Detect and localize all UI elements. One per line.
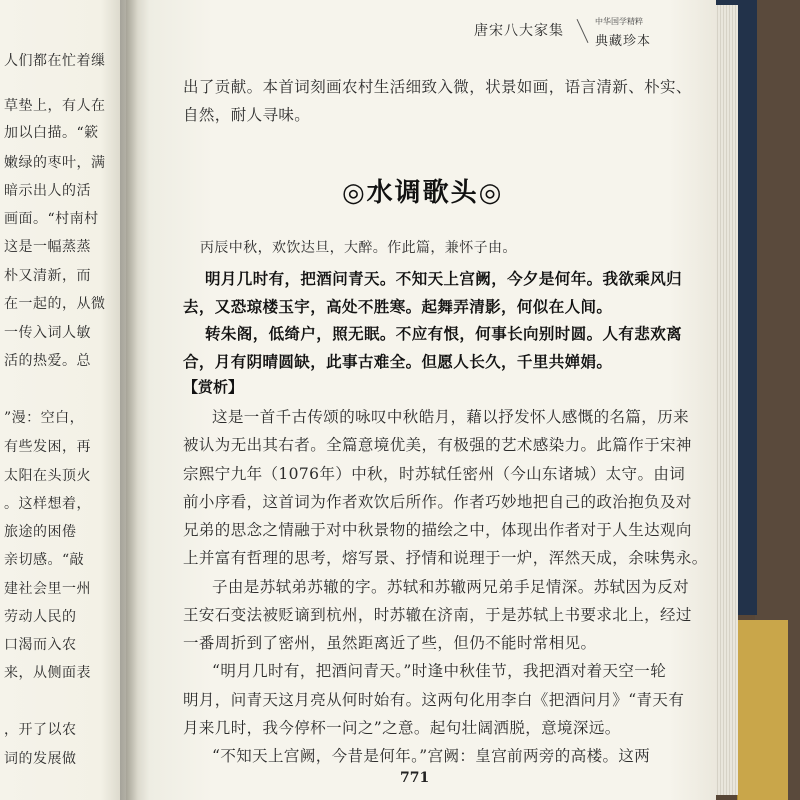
analysis-line: 宗熙宁九年（1076年）中秋，时苏轼任密州（今山东诸城）太守。由词 bbox=[183, 465, 686, 483]
poem-line: 合，月有阴晴圆缺，此事古难全。但愿人长久，千里共婵娟。 bbox=[183, 352, 613, 371]
left-line: 建社会里一州 bbox=[4, 581, 91, 597]
analysis-line: 被认为无出其右者。全篇意境优美，有极强的艺术感染力。此篇作于宋神 bbox=[183, 436, 692, 454]
poem-line: 转朱阁，低绮户，照无眠。不应有恨，何事长向别时圆。人有悲欢离 bbox=[205, 324, 683, 343]
analysis-line: “不知天上宫阙，今昔是何年。”宫阙：皇宫前两旁的高楼。这两 bbox=[212, 747, 651, 765]
left-line: 来，从侧面表 bbox=[4, 665, 91, 681]
left-line: 太阳在头顶火 bbox=[4, 468, 91, 484]
left-line: 亲切感。“敲 bbox=[4, 552, 85, 568]
left-line: ”漫：空白， bbox=[4, 410, 85, 426]
analysis-line: 上并富有哲理的思考，熔写景、抒情和说理于一炉，浑然天成，余味隽永。 bbox=[183, 549, 708, 567]
intro-line: 自然，耐人寻味。 bbox=[183, 106, 311, 124]
analysis-line: 前小序看，这首词为作者欢饮后所作。作者巧妙地把自己的政治抱负及对 bbox=[183, 493, 692, 511]
left-line: 草垫上，有人在 bbox=[4, 98, 106, 114]
left-line: 画面。“村南村 bbox=[4, 211, 99, 227]
left-line: 词的发展做 bbox=[4, 751, 77, 767]
analysis-line: “明月几时有，把酒问青天。”时逢中秋佳节，我把酒对着天空一轮 bbox=[212, 662, 667, 680]
left-line: 有些发困，再 bbox=[4, 439, 91, 455]
poem-preface: 丙辰中秋，欢饮达旦，大醉。作此篇，兼怀子由。 bbox=[200, 240, 517, 256]
left-line: 劳动人民的 bbox=[4, 609, 77, 625]
left-line: 加以白描。“簌 bbox=[4, 125, 99, 141]
analysis-line: 这是一首千古传颂的咏叹中秋皓月，藉以抒发怀人感慨的名篇，历来 bbox=[212, 408, 690, 426]
left-line: 旅途的困倦 bbox=[4, 524, 77, 540]
left-page bbox=[0, 0, 126, 800]
analysis-line: 子由是苏轼弟苏辙的字。苏轼和苏辙两兄弟手足情深。苏轼因为反对 bbox=[212, 578, 690, 596]
poem-title: ◎水调歌头◎ bbox=[342, 178, 504, 208]
page-number: 771 bbox=[400, 770, 430, 786]
analysis-line: 月来几时，我今停杯一问之”之意。起句壮阔洒脱，意境深远。 bbox=[183, 719, 621, 737]
left-line: 暗示出人的活 bbox=[4, 183, 91, 199]
left-line: ，开了以农 bbox=[4, 722, 77, 738]
analysis-line: 王安石变法被贬谪到杭州，时苏辙在济南，于是苏轼上书要求北上，经过 bbox=[183, 606, 692, 624]
intro-line: 出了贡献。本首词刻画农村生活细致入微，状景如画，语言清新、朴实、 bbox=[183, 78, 692, 96]
poem-line: 明月几时有，把酒问青天。不知天上宫阙，今夕是何年。我欲乘风归 bbox=[205, 269, 683, 288]
poem-line: 去，又恐琼楼玉宇，高处不胜寒。起舞弄清影，何似在人间。 bbox=[183, 297, 613, 316]
analysis-label: 【赏析】 bbox=[183, 378, 244, 396]
left-line: 一传入词人敏 bbox=[4, 325, 91, 341]
analysis-line: 一番周折到了密州，虽然距离近了些，但仍不能时常相见。 bbox=[183, 634, 597, 652]
gold-book-spine bbox=[737, 620, 788, 800]
running-header-title: 唐宋八大家集 bbox=[474, 23, 564, 39]
gutter-shadow bbox=[120, 0, 138, 800]
left-line: 在一起的，从微 bbox=[4, 296, 106, 312]
left-line: 朴又清新，而 bbox=[4, 268, 91, 284]
left-line: 嫩绿的枣叶，满 bbox=[4, 155, 106, 171]
left-line: 口渴而入农 bbox=[4, 637, 77, 653]
left-line: 这是一幅蒸蒸 bbox=[4, 239, 91, 255]
running-header-imprint-small: 中华国学精粹 bbox=[595, 17, 643, 26]
left-line: 活的热爱。总 bbox=[4, 353, 91, 369]
running-header-imprint: 典藏珍本 bbox=[595, 34, 652, 49]
left-line: 人们都在忙着缫 bbox=[4, 53, 106, 69]
analysis-line: 明月，问青天这月亮从何时始有。这两句化用李白《把酒问月》“青天有 bbox=[183, 691, 685, 709]
analysis-line: 兄弟的思念之情融于对中秋景物的描绘之中，体现出作者对于人生达观向 bbox=[183, 521, 692, 539]
left-line: 。这样想着， bbox=[4, 496, 91, 512]
